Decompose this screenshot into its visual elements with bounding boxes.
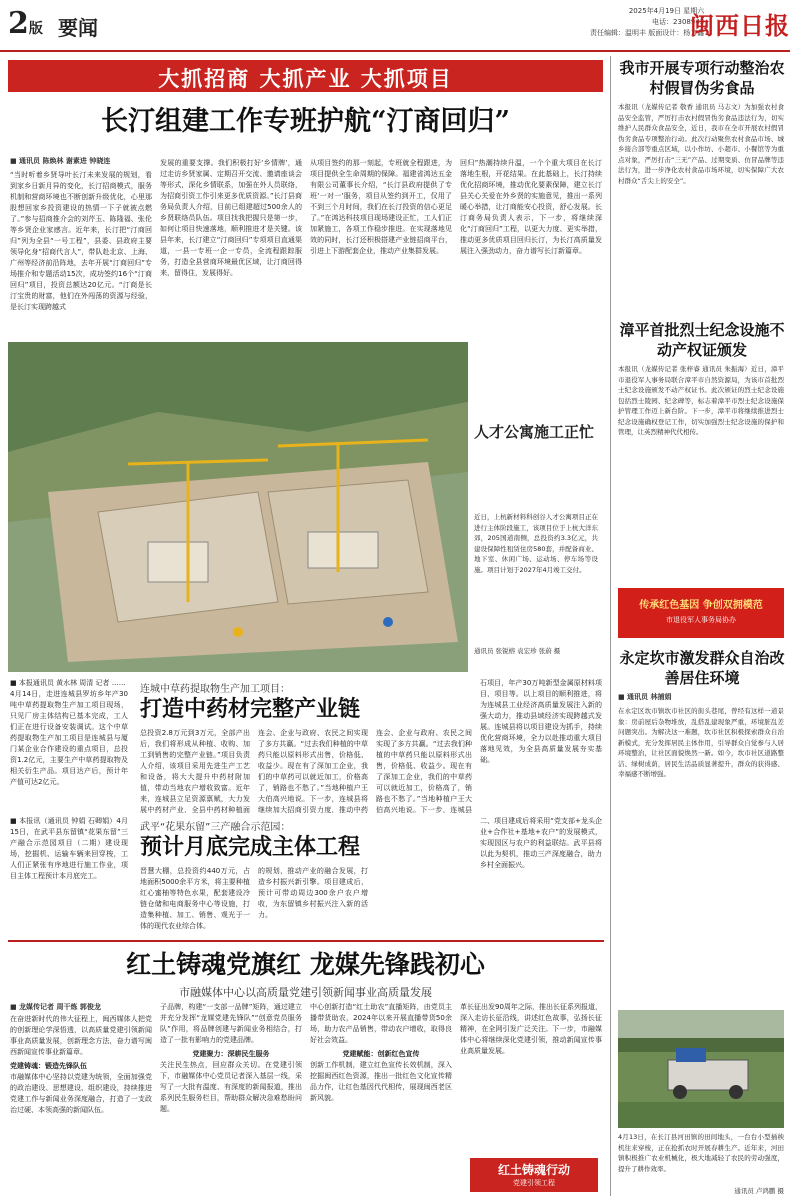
right2-text: 本报讯（龙媒传记者 张梓睿 通讯员 朱振海）近日，漳平市退役军人事务局联合漳平市自然资源局，为该市首批烈士纪念设施颁发不动产权证书。此次颁证的烈士纪念设施包括烈士陵园、纪念碑等，标志着漳平市烈士纪念设施保护管理工作迈上新台阶。下一步，漳平市将继续推进烈士纪念设施确权登记工作，切实加强烈士纪念设施的保护和管理，让英烈精神代代相传。: [618, 365, 784, 436]
photo-caption-box: [470, 342, 602, 672]
article4-badge-sub: 党建引领工程: [513, 1179, 555, 1187]
article3-col-4: 二、项目建成后将采用“党支部+龙头企业+合作社+基地+农户”的发展模式，实现园区与农户的利益联结。武平县将以此为契机，推动三产深度融合，助力乡村全面振兴。: [480, 817, 602, 869]
section-name: 要闻: [58, 16, 98, 40]
article4-para-2: 子品牌，构建“一支部一品牌”矩阵，通过建立并充分发挥“龙媒党建先锋队”“创意党员服务队”作用，将品牌创建与新闻业务相结合，打造了一批有影响力的党建品牌。: [160, 1003, 302, 1044]
section-rule: [8, 940, 604, 942]
article4-para-3b: 创新工作机制，建立红色宣传长效机制，深入挖掘闽西红色资源，推出一批红色文化宣传精品力作，让红色基因代代相传，展现闽西老区新风貌。: [310, 1061, 452, 1102]
page-number-digit: 2: [8, 6, 29, 41]
lead-col-4: 回归”热潮持续升温，一个个重大项目在长汀落地生根，开花结果。在此基础上，长汀持续优化招商环境，推动优化要素保障，建立长汀县关心关爱在外乡贤的实施意见，推出一系列暖心举措，让汀商能安心投资，舒心发展。长汀商务局负责人表示，下一步，将继续深化“汀商回归”工程，以更大力度、更实举措，推动更多优质项目回归长汀，为长汀高质量发展注入强劲动力，奋力谱写长汀新篇章。: [460, 159, 602, 255]
right-ad-sub: 市退役军人事务局协办: [666, 616, 736, 624]
article2-col-4: 石项目，年产30万吨新型金属原材料项目，项目等。以上项目的顺利推进，将为连城县工业经济高质量发展注入新的强大动力，推动县域经济实现跨越式发展。连城县将以项目建设为抓手，持续优化营商环境，全力以赴推动重大项目落地见效，为全县高质量发展夯实基础。: [480, 679, 602, 764]
article2-col-4b: 连会、企业与政府、农民之间实现了多方共赢。“过去我们种植的中草药只能以原料形式出售，价格低、收益少。现在有了深加工企业，我们的中草药可以就近加工，价格高了，销路也不愁了。”当地种植户王大伯高兴地说。下一步，连城县: [376, 729, 472, 813]
article4-subhead-3: 党建赋能：创新红色宣传: [342, 1050, 420, 1058]
right3-headline: 永定坎市激发群众自治改善居住环境: [619, 649, 785, 687]
article2-col-2: 总投资2.8万元到3万元，全部产出后，我们将形成从种植、收购、加工到销售的完整产业链。”项目负责人介绍，该项目采用先进生产工艺和设备，将大大提升中药材附加值，带动当地农户增收致富。近年来，连城县立足资源禀赋，大力发展中药材产业，全县中药材种植面: [140, 729, 250, 813]
page-header: [0, 0, 790, 52]
construction-photo: [8, 342, 468, 672]
article4-byline: ■ 龙媒传记者 周干炼 郭俊龙: [10, 1003, 101, 1011]
farm-photo-caption: 4月13日，在长汀县河田镇的田间地头，一台台小型插秧机往来穿梭，正在抢抓农时开展春耕生产。近年来，河田镇积极推广农业机械化，极大地减轻了农民的劳动强度，提升了耕作效率。: [618, 1133, 784, 1173]
article4-col-3: [310, 1002, 452, 1196]
right2-headline: 漳平首批烈士纪念设施不动产权证颁发: [619, 321, 785, 359]
lead-col-1: “当时听着乡贤导叶长汀未来发展的规划，看到家乡日新月异的变化，长汀招商模式，服务机制和营商环境也不断创新升级优化，心里那股想回家乡投资建设的热情一下子就被点燃了。”参与招商推介会的刘芹玉、陈隆福、张伦等乡贤企业家感言。近年来，长汀把“汀商回归”列为全县“一号工程”，县委、县政府主要领导化身“招商代言人”，带队赴北京、上海、广州等经济前沿阵地，去年开展“汀商回归”专场推介和专题活动15次，成功签约16个“汀商回归”项目，投资总额达20亿元。“汀商是长汀宝贵的财富，他们在外闯荡的资源与经验，是长汀实现跨越式: [10, 171, 152, 311]
article2-col-1: [10, 678, 128, 813]
lead-headline: 长汀组建工作专班护航“汀商回归”: [100, 106, 511, 137]
article4-col-2: [160, 1002, 302, 1196]
article4-intro: 在奋进新时代的伟大征程上，闽西媒体人把党的创新理论学深悟透，以高质量党建引领新闻事业高质量发展，创新理念方法，奋力谱写闽西新闻宣传事业新篇章。: [10, 1015, 152, 1056]
article3-col-2: 晋慧大棚，总投资约440万元，占地面积5000余平方米，将主要种植红心蜜柚等特色水果，配套建设冷链仓储和电商服务中心等设施，打造集种植、加工、销售、观光于一体的现代农业综合体。: [140, 867, 250, 930]
article4-col-1: [10, 1014, 152, 1196]
article4-headline: 红土铸魂党旗红 龙媒先锋践初心: [126, 950, 485, 979]
article3-col-3: 的规划，推动产业的融合发展，打造乡村振兴新引擎。项目建成后，预计可带动周边300余户农户增收，为东留镇乡村振兴注入新的活力。: [258, 867, 368, 919]
farm-photo-credit: 通讯员 卢鸿鹏 摄: [734, 1187, 784, 1195]
article2-kicker: 连城中草药提取物生产加工项目：: [140, 684, 290, 695]
construction-photo-image: [8, 342, 468, 672]
article4-subhead-2: 党建聚力：深耕民生服务: [192, 1050, 270, 1058]
article2-byline: ■ 本报通讯员 黄水林 周清 记者 ……: [10, 679, 126, 687]
photo-caption-title: 人才公寓施工正忙: [474, 423, 595, 441]
article2-lead: 4月14日，走进连城县罗坊乡年产30吨中草药提取物生产加工项目现场，只见厂房主体结构已基本完成，工人们正在进行设备安装调试。这个中草药提取物生产加工项目是连城县与厦门某企业合作建设的重点项目，总投资1.2亿元，主要生产中草药提取物及相关衍生产品。项目达产后，预计年产值可达2亿元。: [10, 690, 128, 786]
article4-badge: [470, 1158, 598, 1192]
article4-badge-title: 红土铸魂行动: [497, 1163, 570, 1177]
article3-headline: 预计月底完成主体工程: [140, 834, 361, 860]
photo-caption-text: 近日，上杭新材料科创谷人才公寓项目正在进行主体阶段施工，该项目位于上杭大洋东郊，205国道南侧，总投资约3.3亿元，共建设保障性租赁住房580套，并配备商业、地下室、休闲广场、运动场、停车场等设施。项目计划于2027年4月竣工交付。: [474, 513, 598, 574]
column-divider: [610, 56, 611, 1196]
header-meta: [590, 6, 704, 39]
right1-headline: 我市开展专项行动整治农村假冒伪劣食品: [619, 59, 785, 97]
right1-text: 本报讯（龙媒传记者 敬香 通讯员 马志文）为加强农村食品安全监管，严厉打击农村假冒伪劣食品违法行为，切实维护人民群众食品安全，近日，我市在全市开展农村假冒伪劣食品专项整治行动。此次行动聚焦农村食品市场、城乡接合部等重点区域，以小作坊、小超市、小餐馆等为重点对象，严厉打击“三无”产品、过期变质、仿冒品牌等违法行为，进一步净化农村食品市场环境，切实保障广大农村群众“舌尖上的安全”。: [618, 103, 784, 185]
lead-col-2: 发展的重要支撑。我们积极打好‘乡情牌’，通过走访乡贤家属、定期召开交流、邀请座谈会等形式，深化乡情联系，加强在外人员联络，为招商引资工作引来更多优质资源。”长汀县商务局负责人介绍，目前已组建超过500余人的乡贤联络员队伍。项目找我把握只是第一步，如何让项目快速落地，顺利推进才是关键。该县年来，长汀建立“汀商回归”专项项目直通渠道，一县一专班一企一专员，全流程跟踪服务，打造全县营商环境最优区域，让汀商回得来，留得住，发展得好。: [160, 159, 302, 277]
right3-text: 在永定区坎市镇坎市社区的街头巷尾，曾经有这样一道景象：房前屋后杂物堆放，乱搭乱建现象严重，环境脏乱差问题突出。为解决这一难题，坎市社区积极探索群众自治新模式，充分发挥居民主体作用，引导群众自觉参与人居环境整治，让社区面貌焕然一新。如今，坎市社区道路整洁、绿树成荫，居民生活品质显著提升，群众的获得感、幸福感不断增强。: [618, 707, 784, 778]
newspaper-logo: 闽西日报: [690, 11, 790, 40]
campaign-banner: [8, 60, 603, 92]
page-suffix: 版: [28, 21, 43, 37]
page-number: [8, 6, 43, 41]
photo-caption-credit: 通讯员 张锐榕 袁宏珍 张蔚 摄: [474, 647, 561, 655]
lead-col-3: 从项目签约的那一刻起，专班就全程跟进，为项目提供全生命周期的保障。福建省鸿达五金有限公司董事长介绍，“长汀县政府提供了专班‘一对一’服务，项目从签约到开工，仅用了不到三个月时间，我们在长汀投资的信心更足了。”在鸿达科技项目现场建设正忙，工人们正加紧施工，各项工作稳步推进。在实现落地见效的同时，长汀还积极搭建产业链招商平台，引进上下游配套企业，推动产业集群发展。: [310, 159, 452, 255]
right3-byline: ■ 通讯员 林捕娟: [618, 693, 672, 701]
right-ad-text: 传承红色基因 争创双拥模范: [639, 600, 763, 611]
editor-line: 责任编辑：温明丰 版面设计：杨万鑫: [590, 29, 705, 37]
article2-headline: 打造中药材完整产业链: [140, 696, 361, 722]
article4-para-3: 中心创新打造“红土助农”直播矩阵，由党员主播带货助农，2024年以来开展直播带货50余场，助力农产品销售，带动农户增收，取得良好社会效益。: [310, 1003, 452, 1044]
date-line: 2025年4月19日 星期六: [628, 7, 705, 15]
banner-text: 大抓招商 大抓产业 大抓项目: [158, 66, 453, 91]
article4-subhead-1: 党建铸魂：锻造先锋队伍: [10, 1062, 87, 1070]
article4-para-2b: 关注民生热点，回应群众关切。在党建引领下，市融媒体中心党员记者深入基层一线，采写了一大批有温度、有深度的新闻报道，推出系列民生服务栏目，帮助群众解决急难愁盼问题。: [160, 1061, 302, 1113]
article2-col-3: 连会、企业与政府、农民之间实现了多方共赢。“过去我们种植的中草药只能以原料形式出售，价格低、收益少。现在有了深加工企业，我们的中草药可以就近加工，价格高了，销路也不愁了。”当地种植户王大伯高兴地说。下一步，连城县将继续加大招商引资力度，推动中药: [258, 729, 368, 813]
lead-byline: ■ 通讯员 陈焕林 谢素进 钟晓连: [10, 157, 111, 165]
article3-kicker: 武平“花果东留”三产融合示范园：: [140, 822, 291, 833]
article3-col-1: ■ 本报讯（通讯员 钟娟 石卿娟）4月15日，在武平县东留镇“花果东留”三产融合示范园项目（二期）建设现场，挖掘机、运输车辆来回穿梭，工人们正紧张有序地进行施工作业，项目主体工程预计本月底完工。: [10, 817, 128, 880]
article4-col-4: 革长征出发90周年之际，推出长征系列报道，深入走访长征沿线，讲述红色故事，弘扬长征精神，在全网引发广泛关注。下一步，市融媒体中心将继续深化党建引领，推动新闻宣传事业高质量发展。: [460, 1003, 602, 1055]
article4-subtitle: 市融媒体中心以高质量党建引领新闻事业高质量发展: [179, 986, 432, 999]
farm-photo: [618, 1010, 784, 1128]
article4-para-1: 市融媒体中心坚持以党建为统领，全面加强党的政治建设、思想建设、组织建设，持续推进党建工作与新闻业务深度融合，打造了一支政治过硬、本领高强的新闻队伍。: [10, 1073, 152, 1114]
phone-line: 电话：2308943: [652, 18, 705, 26]
right-ad-banner: [618, 588, 784, 638]
farm-photo-image: [618, 1010, 784, 1128]
